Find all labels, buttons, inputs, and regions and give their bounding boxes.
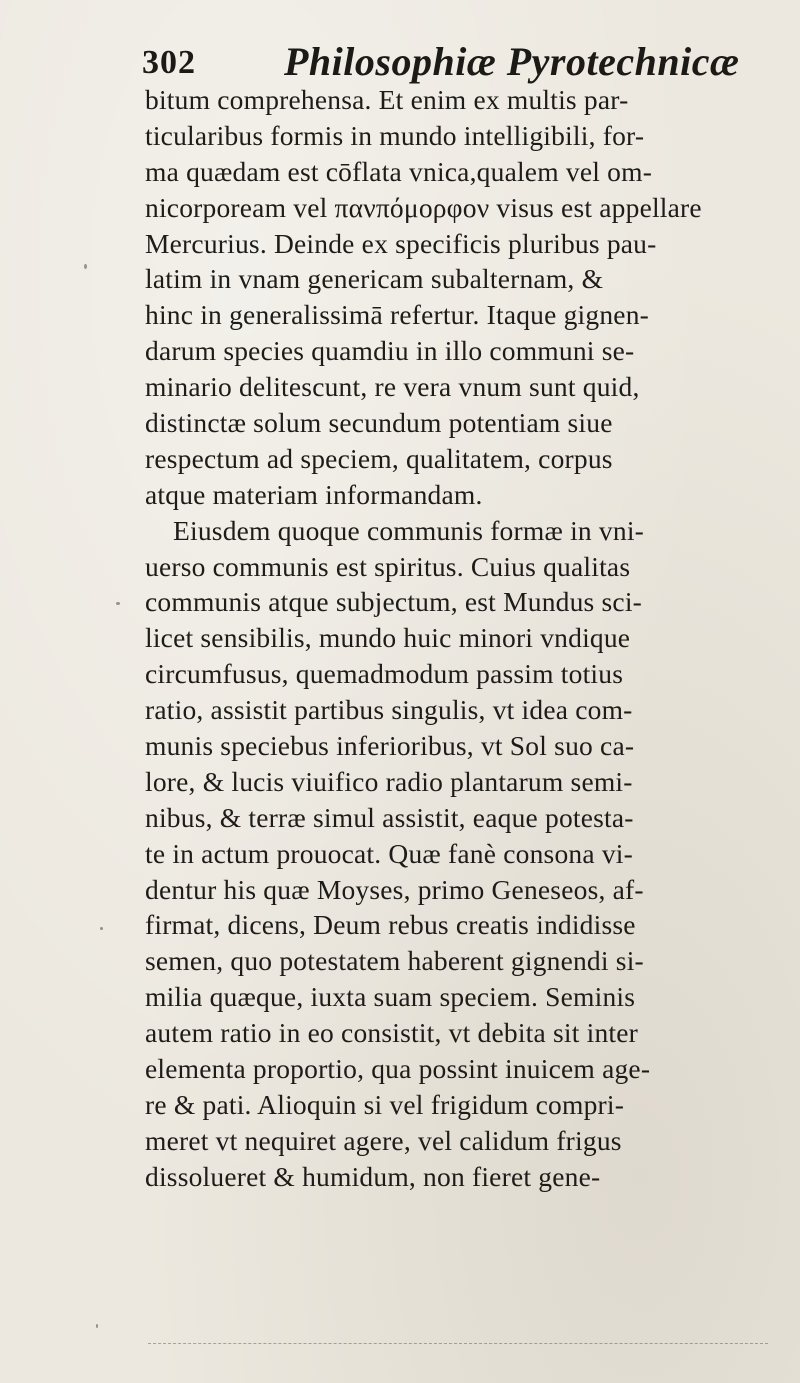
text-line: nibus, & terræ simul assistit, eaque potesta- [145,801,634,833]
text-line: Mercurius. Deinde ex specificis pluribus pau- [145,227,657,259]
ink-speck [116,602,120,605]
text-line: autem ratio in eo consistit, vt debita sit inter [145,1017,639,1049]
text-line: hinc in generalissimā refertur. Itaque gignen- [145,299,650,331]
ink-speck [100,927,103,930]
text-line: ratio, assistit partibus singulis, vt idea com- [145,694,633,726]
text-line: Eiusdem quoque communis formæ in vni- [173,514,645,546]
text-line: atque materiam informandam. [145,478,483,510]
text-line: firmat, dicens, Deum rebus creatis indidisse [145,909,636,941]
text-line: lore, & lucis viuifico radio plantarum semi- [145,765,633,797]
bottom-rule [148,1343,768,1346]
text-line: uerso communis est spiritus. Cuius qualitas [145,550,631,582]
text-line: darum species quamdiu in illo communi se- [145,335,635,367]
running-title: Philosophiæ Pyrotechnicæ [284,39,740,84]
text-line: distinctæ solum secundum potentiam siue [145,407,613,439]
text-line: ma quædam est cōflata vnica,qualem vel om- [145,155,653,187]
text-line: re & pati. Alioquin si vel frigidum compri- [145,1088,625,1120]
page-number: 302 [142,44,196,81]
text-line: meret vt nequiret agere, vel calidum frigus [145,1124,622,1156]
text-line: communis atque subjectum, est Mundus sci- [145,586,643,618]
text-line: bitum comprehensa. Et enim ex multis par- [145,84,629,115]
ink-speck [84,264,87,269]
text-line: milia quæque, iuxta suam speciem. Seminis [145,981,636,1013]
text-line: minario delitescunt, re vera vnum sunt quid, [145,371,640,403]
text-line: semen, quo potestatem haberent gignendi si- [145,945,644,977]
body-text [145,82,785,1195]
text-line: te in actum prouocat. Quæ fanè consona vi- [145,837,633,869]
ink-speck [96,1324,98,1328]
text-line: nicorpoream vel πανπόμορφον visus est appellare [145,191,702,223]
text-line: dissolueret & humidum, non fieret gene- [145,1160,601,1192]
text-line: licet sensibilis, mundo huic minori vndique [145,622,631,654]
text-line: elementa proportio, qua possint inuicem age- [145,1053,651,1085]
text-line: dentur his quæ Moyses, primo Geneseos, af- [145,873,644,905]
text-line: circumfusus, quemadmodum passim totius [145,658,624,690]
text-line: respectum ad speciem, qualitatem, corpus [145,442,613,474]
text-line: munis speciebus inferioribus, vt Sol suo ca- [145,730,635,762]
text-line: latim in vnam genericam subalternam, & [145,263,604,295]
text-line: ticularibus formis in mundo intelligibili, for- [145,119,645,151]
